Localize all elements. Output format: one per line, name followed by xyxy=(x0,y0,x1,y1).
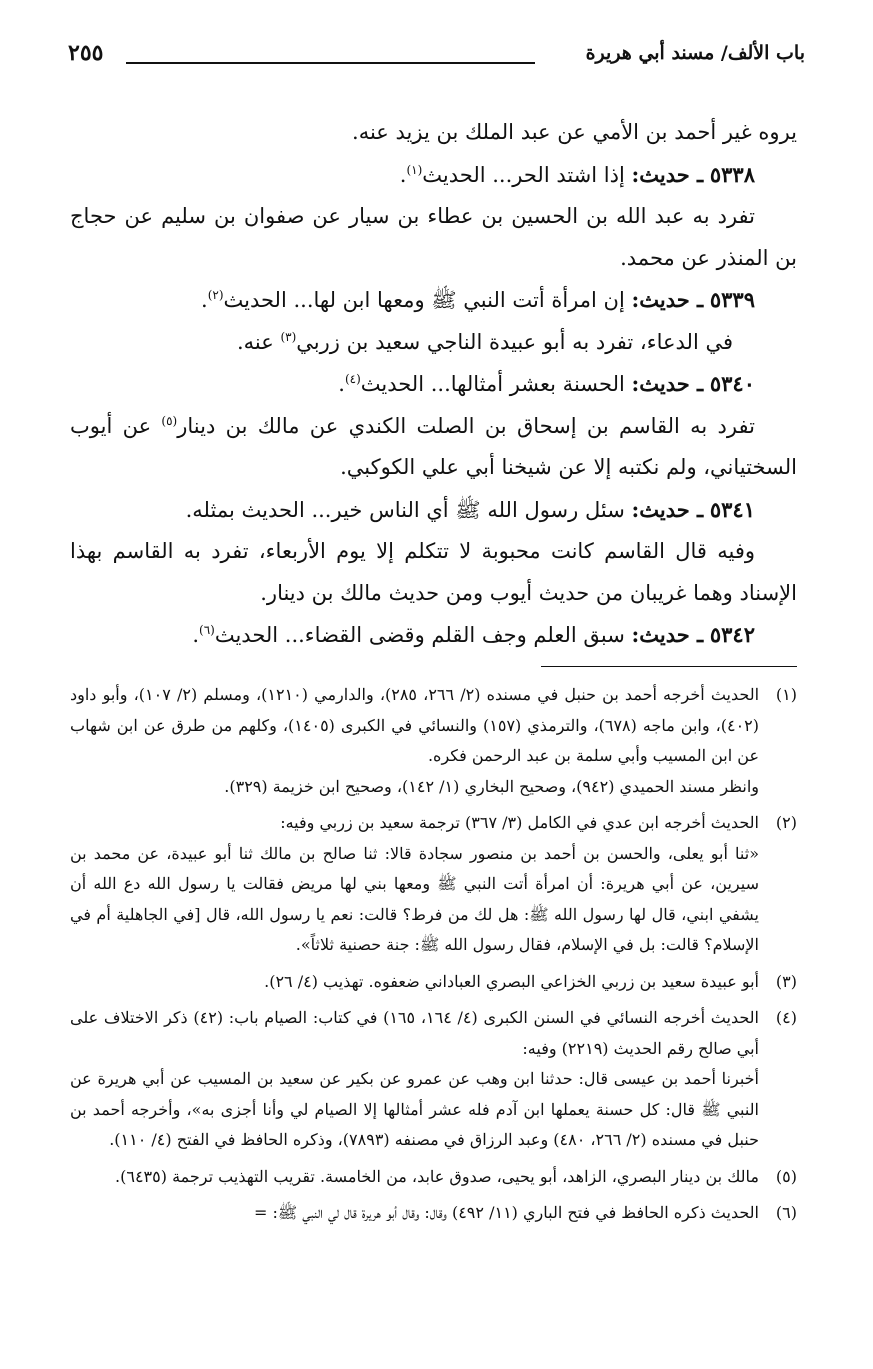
page-number: ٢٥٥ xyxy=(68,40,104,66)
footnote-number: (٥) xyxy=(775,1166,797,1186)
paragraph xyxy=(70,406,797,489)
hadith-5342 xyxy=(70,614,797,657)
period: . xyxy=(201,288,208,312)
footnote-number: (٢) xyxy=(775,813,797,832)
hadith-text: إن امرأة أتت النبي ﷺ ومعها ابن لها... الحديث xyxy=(223,288,625,312)
footnote-number: (٦) xyxy=(775,1203,797,1222)
hadith-label: ـ حديث: xyxy=(631,622,704,647)
footnote-text: الحديث أخرجه ابن عدي في الكامل (٣/ ٣٦٧) ترجمة سعيد بن زربي وفيه: xyxy=(280,813,759,832)
hadith-text: إذا اشتد الحر... الحديث xyxy=(422,162,625,187)
footnotes xyxy=(70,680,797,1235)
footnote-2 xyxy=(70,808,797,961)
hadith-text: سبق العلم وجف القلم وقضى القضاء... الحديث xyxy=(214,623,625,647)
footnote-ref: (٢) xyxy=(207,288,224,302)
footnote-text: «ثنا أبو يعلى، والحسن بن أحمد بن منصور سجادة قالا: ثنا صالح بن مالك ثنا أبو عبيدة، عن محمد بن سيرين، عن أبي هريرة: أن امرأة أتت النبي ﷺ ومعها بني لها مريض فقالت يا رسول الله دع الله أن يشفي ابني، قال لها رسول الله ﷺ: هل لك من فرط؟ قالت: نعم يا رسول الله، قال [في الجاهلية أم في الإسلام؟ قالت: بل في الإسلام، فقال رسول الله ﷺ: جنة حصنية ثلاثاً». xyxy=(70,843,759,954)
hadith-number: ٥٣٣٨ xyxy=(709,161,755,187)
footnote-text: الحديث ذكره الحافظ في فتح الباري (١١/ ٤٩٢) وقال: وقال أبو هريرة قال لي النبي ﷺ: = xyxy=(253,1203,759,1222)
hadith-label: ـ حديث: xyxy=(631,161,704,187)
hadith-text: الحسنة بعشر أمثالها... الحديث xyxy=(360,372,625,396)
footnote-separator xyxy=(541,666,797,667)
hadith-5340 xyxy=(70,363,797,406)
hadith-label: ـ حديث: xyxy=(631,287,704,312)
hadith-5339 xyxy=(70,279,797,322)
period: . xyxy=(338,372,345,396)
footnote-number: (٤) xyxy=(775,1008,797,1027)
footnote-text: أخبرنا أحمد بن عيسى قال: حدثنا ابن وهب عن عمرو عن بكير عن سعيد بن المسيب عن أبي هريرة عن النبي ﷺ قال: كل حسنة يعملها ابن آدم فله عشر أمثالها إلا الصيام لي وأنا أجزى به»، وأخرجه أحمد بن حنبل في مسنده (٢/ ٢٦٦، ٤٨٠) وعبد الرزاق في مصنفه (٧٨٩٣)، وذكره الحافظ في الفتح (٤/ ١١٠). xyxy=(70,1069,760,1149)
footnote-5 xyxy=(70,1162,797,1193)
header-rule xyxy=(126,62,535,64)
hadith-label: ـ حديث: xyxy=(631,496,704,522)
paragraph-text: عن أيوب السختياني، ولم نكتبه إلا عن شيخنا أبي علي الكوكبي. xyxy=(70,413,797,479)
main-text xyxy=(70,112,797,657)
hadith-label: ـ حديث: xyxy=(631,371,704,396)
footnote-1 xyxy=(70,680,797,802)
hadith-number: ٥٣٤١ xyxy=(709,496,755,522)
footnote-text: وانظر مسند الحميدي (٩٤٢)، وصحيح البخاري (١/ ١٤٢)، وصحيح ابن خزيمة (٣٢٩). xyxy=(224,776,759,796)
paragraph-text: تفرد به القاسم بن إسحاق بن الصلت الكندي عن مالك بن دينار xyxy=(177,413,755,438)
footnote-4 xyxy=(70,1003,797,1156)
chapter-title: باب الألف/ مسند أبي هريرة xyxy=(585,42,805,64)
footnote-ref: (٦) xyxy=(199,623,215,637)
period: . xyxy=(399,162,407,187)
hadith-text: سئل رسول الله ﷺ أي الناس خير... الحديث بمثله. xyxy=(185,497,625,522)
footnote-text: الحديث أخرجه النسائي في السنن الكبرى (٤/ ١٦٤، ١٦٥) في كتاب: الصيام باب: (٤٢) ذكر الاختلاف على أبي صالح رقم الحديث (٢٢١٩) وفيه: xyxy=(70,1008,759,1058)
paragraph-text: في الدعاء، تفرد به أبو عبيدة الناجي سعيد بن زربي xyxy=(296,329,733,354)
period: . xyxy=(192,623,199,647)
hadith-number: ٥٣٤٠ xyxy=(709,371,755,396)
footnote-text: أبو عبيدة سعيد بن زربي الخزاعي البصري العباداني ضعفوه. تهذيب (٤/ ٢٦). xyxy=(264,971,759,991)
paragraph: يروه غير أحمد بن الأمي عن عبد الملك بن يزيد عنه. xyxy=(352,120,797,144)
hadith-5338 xyxy=(70,154,797,197)
running-header xyxy=(68,40,805,70)
footnote-3 xyxy=(70,967,797,998)
footnote-ref: (٥) xyxy=(161,413,178,428)
paragraph: تفرد به عبد الله بن الحسين بن عطاء بن سيار عن صفوان بن سليم عن حجاج بن المنذر عن محمد. xyxy=(70,204,797,270)
footnote-number: (١) xyxy=(775,685,797,704)
hadith-5341 xyxy=(70,489,797,532)
hadith-number: ٥٣٣٩ xyxy=(709,287,755,312)
footnote-text: الحديث أخرجه أحمد بن حنبل في مسنده (٢/ ٢٦٦، ٢٨٥)، والدارمي (١٢١٠)، ومسلم (٢/ ١٠٧)، وأبو داود (٤٠٢)، وابن ماجه (٦٧٨)، والترمذي (١٥٧) والنسائي في الكبرى (١٤٠٥)، وكلهم من طرق عن ابن شهاب عن ابن المسيب وأبي سلمة بن عبد الرحمن فكره. xyxy=(70,685,760,765)
footnote-ref: (٤) xyxy=(344,372,361,386)
paragraph: وفيه قال القاسم كانت محبوبة لا تتكلم إلا يوم الأربعاء، تفرد به القاسم بهذا الإسناد وهما غريبان من حديث أيوب ومن حديث مالك بن دينار. xyxy=(70,539,797,605)
footnote-number: (٣) xyxy=(775,971,797,991)
footnote-6 xyxy=(70,1198,797,1229)
footnote-ref: (٣) xyxy=(280,329,297,344)
paragraph-text: عنه. xyxy=(236,329,274,354)
hadith-number: ٥٣٤٢ xyxy=(709,622,755,647)
paragraph xyxy=(70,322,797,364)
footnote-text: مالك بن دينار البصري، الزاهد، أبو يحيى، صدوق عابد، من الخامسة. تقريب التهذيب ترجمة (٦٤٣٥). xyxy=(115,1166,759,1186)
footnote-ref: (١) xyxy=(406,162,423,177)
